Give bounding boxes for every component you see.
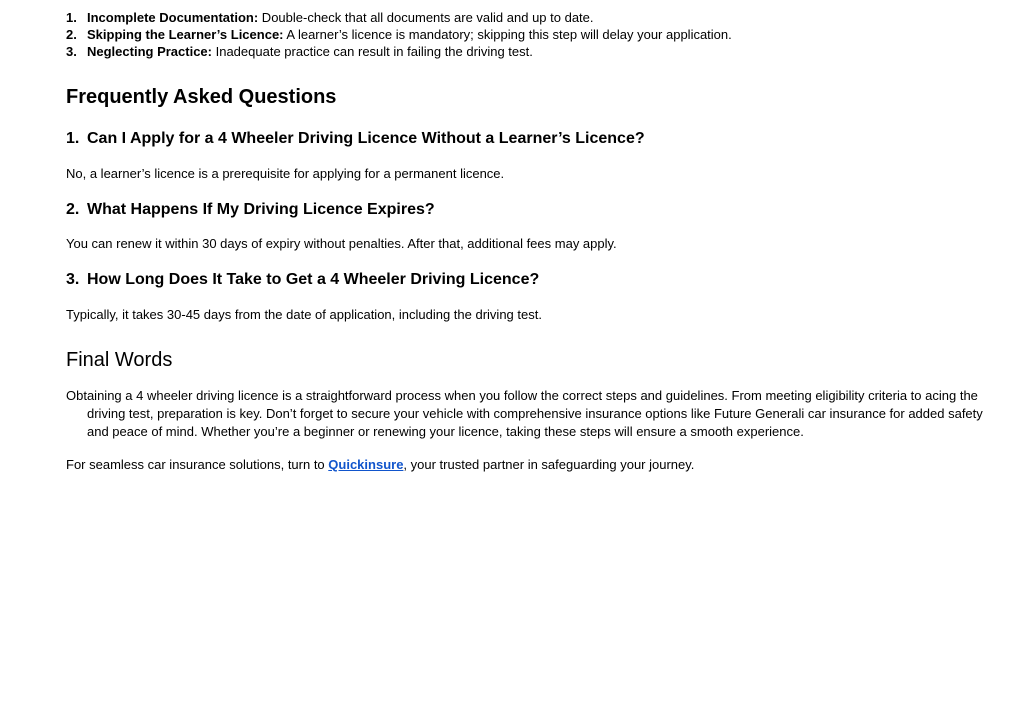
- list-text: A learner’s licence is mandatory; skipping this step will delay your application.: [283, 27, 732, 42]
- list-item: [66, 43, 966, 60]
- list-term: Neglecting Practice:: [87, 44, 212, 59]
- faq-question: [66, 270, 539, 290]
- faq-question: [66, 129, 645, 149]
- cta-paragraph: [66, 456, 966, 474]
- question-number: 2.: [66, 201, 80, 218]
- faq-answer: No, a learner’s licence is a prerequisite for applying for a permanent licence.: [66, 166, 505, 181]
- faq-answer: You can renew it within 30 days of expiry without penalties. After that, additional fees may apply.: [66, 236, 617, 251]
- question-number: 1.: [66, 130, 80, 147]
- list-text: Inadequate practice can result in failing the driving test.: [212, 44, 533, 59]
- cta-text-before: For seamless car insurance solutions, turn to: [66, 457, 329, 472]
- list-number: 2.: [66, 27, 77, 42]
- final-words-paragraph: Obtaining a 4 wheeler driving licence is a straightforward process when you follow the correct steps and guidelines. From meeting eligibility criteria to acing the driving test, preparation is key. Don’t forget to secure your vehicle with comprehensive insurance options like Future Generali car insurance for added safety and peace of mind. Whether you’re a beginner or renewing your licence, taking these steps will ensure a smooth experience.: [66, 388, 983, 439]
- faq-heading: Frequently Asked Questions: [66, 86, 337, 108]
- faq-question: [66, 200, 435, 220]
- question-number: 3.: [66, 271, 80, 288]
- final-words-heading: Final Words: [66, 349, 173, 371]
- list-text: Double-check that all documents are valid and up to date.: [258, 10, 594, 25]
- cta-text-after: , your trusted partner in safeguarding your journey.: [403, 457, 695, 472]
- question-text: How Long Does It Take to Get a 4 Wheeler Driving Licence?: [87, 271, 540, 288]
- list-term: Incomplete Documentation:: [87, 10, 259, 25]
- question-text: What Happens If My Driving Licence Expires?: [87, 201, 435, 218]
- list-number: 1.: [66, 10, 77, 25]
- list-term: Skipping the Learner’s Licence:: [87, 27, 284, 42]
- list-item: [66, 9, 966, 26]
- quickinsure-link[interactable]: Quickinsure: [328, 457, 404, 472]
- common-mistakes-list: [66, 9, 966, 60]
- faq-answer: Typically, it takes 30-45 days from the date of application, including the driving test.: [66, 307, 542, 322]
- list-number: 3.: [66, 44, 77, 59]
- list-item: [66, 26, 966, 43]
- question-text: Can I Apply for a 4 Wheeler Driving Licence Without a Learner’s Licence?: [87, 130, 645, 147]
